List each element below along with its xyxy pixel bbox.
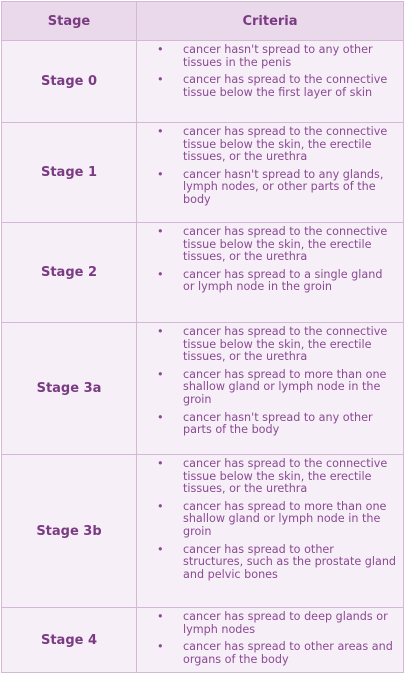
criteria-item bbox=[137, 544, 397, 582]
bullet-icon: • bbox=[157, 410, 164, 424]
criteria-text: cancer has spread to the connective tissue below the first layer of skin bbox=[183, 73, 388, 99]
criteria-text: cancer has spread to other areas and organs of the body bbox=[183, 640, 393, 666]
criteria-text: cancer has spread to the connective tissue below the skin, the erectile tissues, or the urethra bbox=[183, 125, 388, 164]
bullet-icon: • bbox=[157, 542, 164, 556]
table-row bbox=[2, 41, 403, 123]
criteria-item bbox=[137, 458, 397, 496]
table-row bbox=[2, 123, 403, 223]
criteria-item bbox=[137, 501, 397, 539]
criteria-list bbox=[137, 455, 403, 607]
criteria-item bbox=[137, 611, 397, 636]
criteria-text: cancer has spread to the connective tissue below the skin, the erectile tissues, or the urethra bbox=[183, 325, 388, 364]
criteria-text: cancer hasn't spread to any glands, lymph nodes, or other parts of the body bbox=[183, 167, 384, 206]
criteria-text: cancer has spread to more than one shallow gland or lymph node in the groin bbox=[183, 367, 387, 406]
stage-label: Stage 1 bbox=[2, 123, 137, 222]
stage-label: Stage 3a bbox=[2, 323, 137, 454]
bullet-icon: • bbox=[157, 267, 164, 281]
table-body bbox=[2, 41, 403, 672]
stage-column-header: Stage bbox=[2, 2, 137, 40]
bullet-icon: • bbox=[157, 325, 164, 338]
bullet-icon: • bbox=[157, 225, 164, 238]
criteria-text: cancer hasn't spread to any other tissues in the penis bbox=[183, 43, 373, 69]
criteria-item bbox=[137, 44, 397, 69]
criteria-text: cancer has spread to the connective tissue below the skin, the erectile tissues, or the urethra bbox=[183, 225, 388, 264]
bullet-icon: • bbox=[157, 43, 164, 56]
criteria-item bbox=[137, 641, 397, 666]
bullet-icon: • bbox=[157, 457, 164, 470]
table-row bbox=[2, 455, 403, 608]
criteria-text: cancer has spread to deep glands or lymph nodes bbox=[183, 610, 388, 636]
criteria-text: cancer has spread to the connective tissue below the skin, the erectile tissues, or the urethra bbox=[183, 457, 388, 496]
bullet-icon: • bbox=[157, 125, 164, 138]
criteria-item bbox=[137, 74, 397, 99]
criteria-text: cancer hasn't spread to any other parts of the body bbox=[183, 410, 373, 437]
bullet-icon: • bbox=[157, 167, 164, 181]
staging-table bbox=[1, 1, 404, 673]
criteria-list bbox=[137, 223, 403, 322]
criteria-list bbox=[137, 323, 403, 454]
stage-label: Stage 3b bbox=[2, 455, 137, 607]
bullet-icon: • bbox=[157, 640, 164, 654]
table-row bbox=[2, 608, 403, 672]
criteria-item bbox=[137, 169, 397, 207]
criteria-item bbox=[137, 126, 397, 164]
bullet-icon: • bbox=[157, 367, 164, 381]
bullet-icon: • bbox=[157, 610, 164, 623]
criteria-text: cancer has spread to a single gland or lymph node in the groin bbox=[183, 267, 383, 294]
criteria-item bbox=[137, 269, 397, 294]
criteria-item bbox=[137, 226, 397, 264]
criteria-list bbox=[137, 608, 403, 672]
stage-label: Stage 2 bbox=[2, 223, 137, 322]
table-row bbox=[2, 223, 403, 323]
bullet-icon: • bbox=[157, 73, 164, 87]
criteria-list bbox=[137, 123, 403, 222]
criteria-text: cancer has spread to other structures, such as the prostate gland and pelvic bones bbox=[183, 542, 397, 581]
criteria-item bbox=[137, 326, 397, 364]
criteria-item bbox=[137, 369, 397, 407]
criteria-item bbox=[137, 412, 397, 437]
table-row bbox=[2, 323, 403, 455]
stage-label: Stage 0 bbox=[2, 41, 137, 122]
criteria-text: cancer has spread to more than one shallow gland or lymph node in the groin bbox=[183, 499, 387, 538]
stage-label: Stage 4 bbox=[2, 608, 137, 672]
table-header bbox=[2, 2, 403, 41]
criteria-list bbox=[137, 41, 403, 122]
criteria-column-header: Criteria bbox=[242, 13, 298, 29]
bullet-icon: • bbox=[157, 499, 164, 513]
